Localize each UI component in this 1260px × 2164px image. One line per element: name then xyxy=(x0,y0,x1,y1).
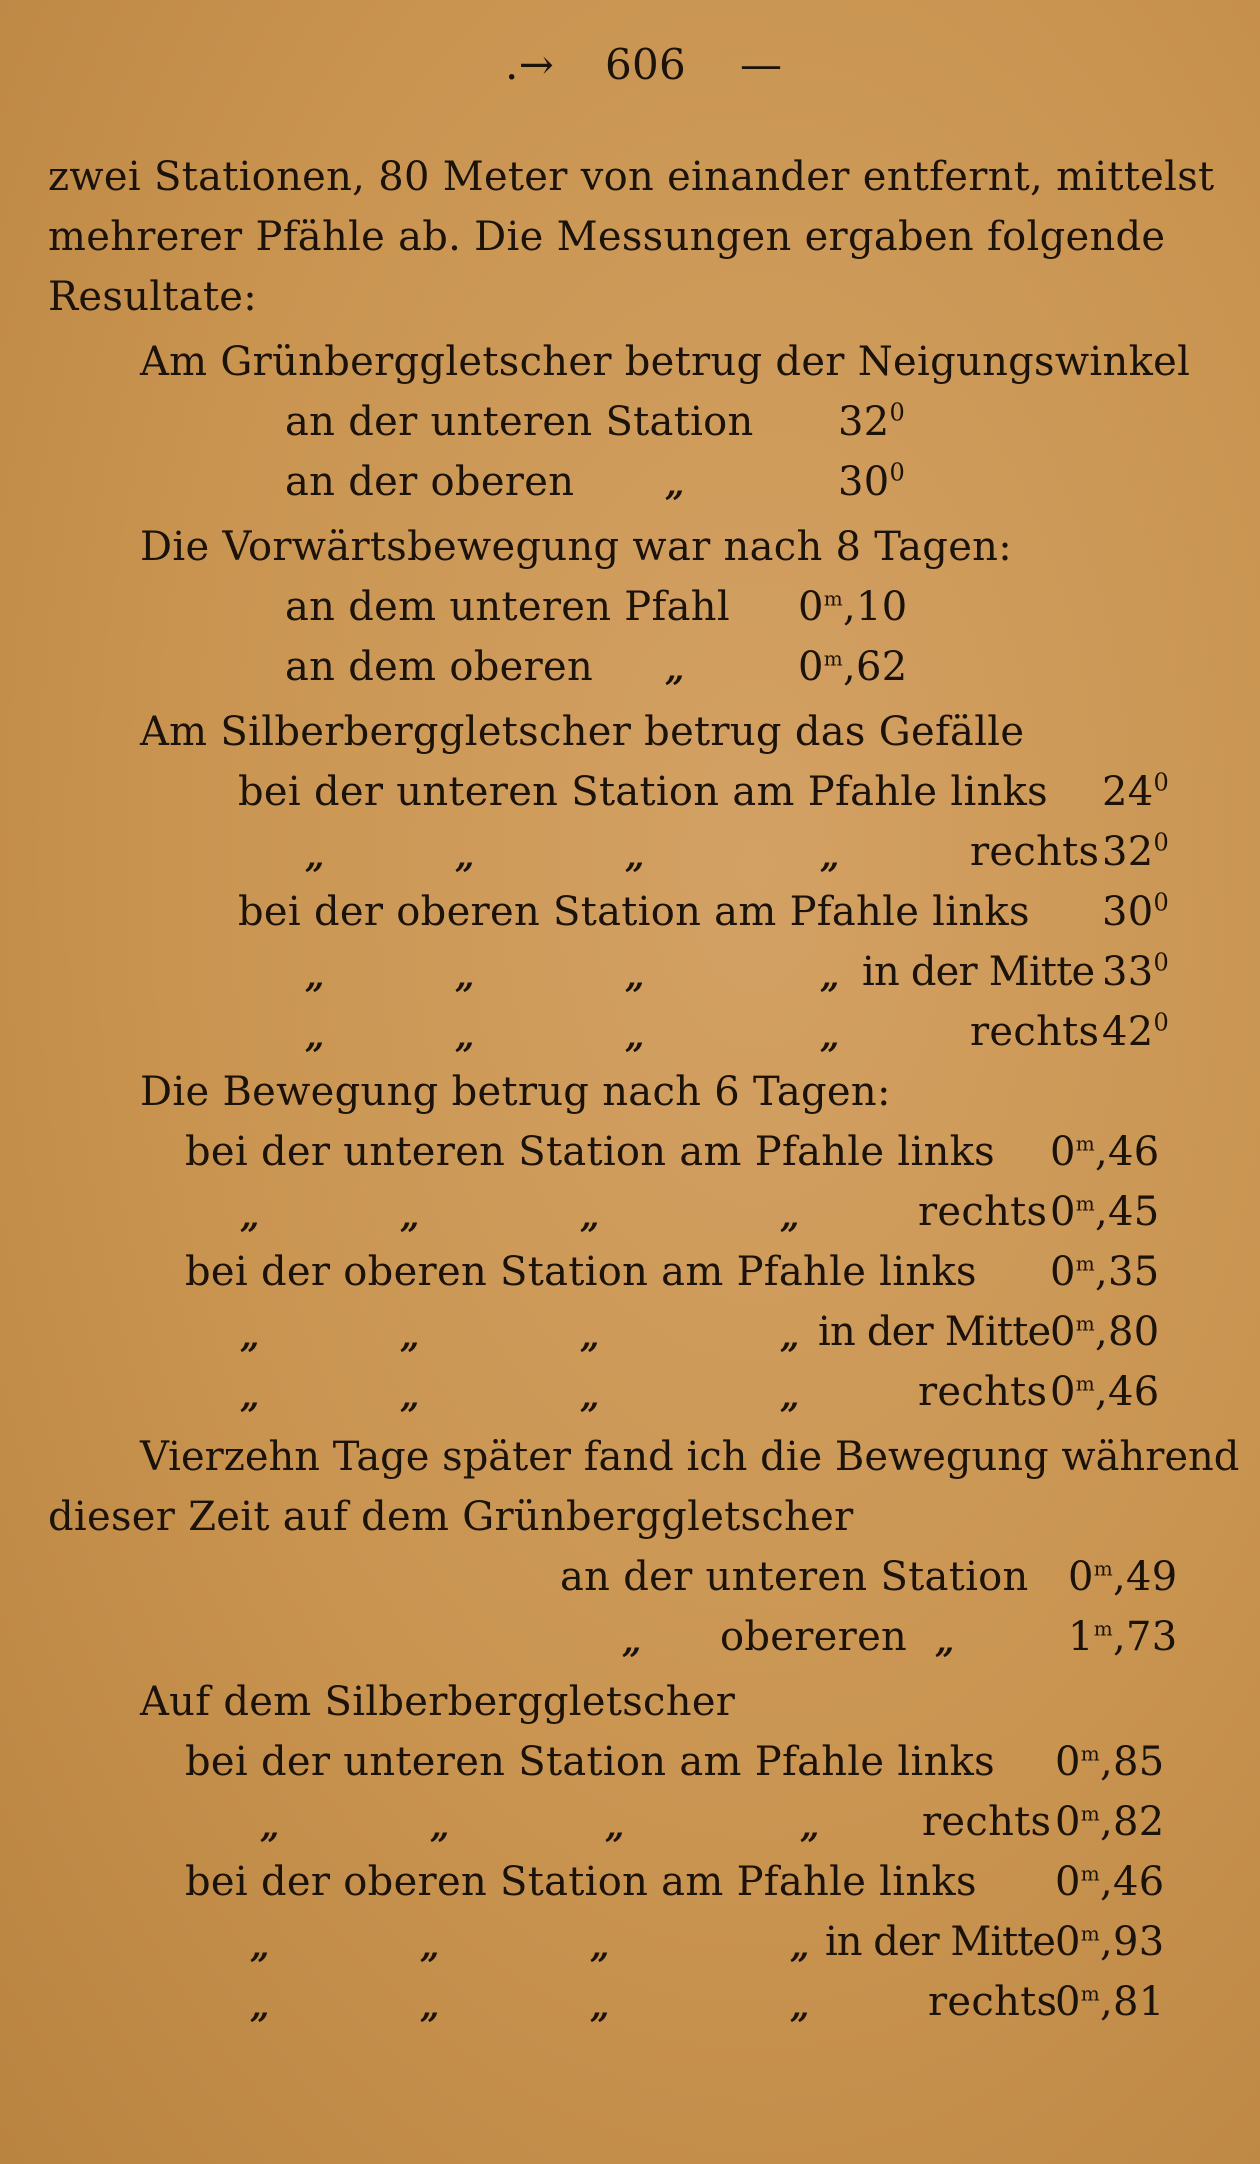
value: ,73 xyxy=(1113,1614,1178,1660)
section-heading: Am Grünberggletscher betrug der Neigungswinkel xyxy=(140,339,1191,385)
unit: m xyxy=(1075,1191,1096,1216)
ditto-mark: „ xyxy=(250,1927,270,1967)
unit: m xyxy=(823,646,844,671)
row-label: obereren xyxy=(720,1614,908,1660)
ditto-mark: „ xyxy=(400,1197,420,1237)
row-label: rechts xyxy=(928,1979,1058,2025)
value: ,10 xyxy=(843,584,908,630)
value: 32 xyxy=(1102,829,1154,875)
row-value xyxy=(1055,1977,1165,2027)
row-label: in der Mitte xyxy=(862,949,1095,995)
unit: 0 xyxy=(1153,828,1170,857)
unit: m xyxy=(1075,1311,1096,1336)
row-value xyxy=(838,397,905,447)
ditto-mark: „ xyxy=(305,957,325,997)
row-label: bei der unteren Station am Pfahle links xyxy=(185,1129,996,1175)
row-label: bei der unteren Station am Pfahle links xyxy=(238,769,1049,815)
ditto-mark: „ xyxy=(400,1317,420,1357)
ditto-mark: „ xyxy=(622,1622,642,1662)
unit: m xyxy=(1075,1131,1096,1156)
value: 0 xyxy=(1055,1739,1081,1785)
row-label: an der unteren Station xyxy=(285,399,754,445)
unit: 0 xyxy=(1153,948,1170,977)
paragraph-line-2: mehrerer Pfähle ab. Die Messungen ergaben folgende xyxy=(48,214,1166,260)
ditto-mark: „ xyxy=(625,837,645,877)
ditto-mark: „ xyxy=(665,650,685,690)
value: 0 xyxy=(798,644,824,690)
value: 0 xyxy=(1050,1369,1076,1415)
unit: m xyxy=(1093,1616,1114,1641)
value: ,46 xyxy=(1095,1369,1160,1415)
value: 0 xyxy=(1055,1979,1081,2025)
ditto-mark: „ xyxy=(240,1377,260,1417)
row-value xyxy=(1102,827,1169,877)
row-label: rechts xyxy=(922,1799,1052,1845)
ditto-mark: „ xyxy=(665,465,685,505)
ditto-mark: „ xyxy=(820,957,840,997)
unit: 0 xyxy=(1153,888,1170,917)
value: ,46 xyxy=(1100,1859,1165,1905)
row-label: rechts xyxy=(918,1369,1048,1415)
row-label: an der oberen xyxy=(285,459,575,505)
unit: m xyxy=(1093,1556,1114,1581)
row-value xyxy=(838,457,905,507)
row-value xyxy=(1102,1007,1169,1057)
unit: m xyxy=(823,586,844,611)
row-label: bei der oberen Station am Pfahle links xyxy=(238,889,1030,935)
ditto-mark: „ xyxy=(625,957,645,997)
value: ,49 xyxy=(1113,1554,1178,1600)
value: ,35 xyxy=(1095,1249,1160,1295)
ditto-mark: „ xyxy=(420,1927,440,1967)
section-heading: Auf dem Silberberggletscher xyxy=(140,1679,736,1725)
row-value xyxy=(1050,1247,1160,1297)
ditto-mark: „ xyxy=(790,1927,810,1967)
paragraph-line: dieser Zeit auf dem Grünberggletscher xyxy=(48,1494,854,1540)
value: 1 xyxy=(1068,1614,1094,1660)
row-value xyxy=(1055,1797,1165,1847)
row-label: rechts xyxy=(918,1189,1048,1235)
ditto-mark: „ xyxy=(430,1807,450,1847)
unit: m xyxy=(1080,1741,1101,1766)
row-value xyxy=(798,582,908,632)
value: 0 xyxy=(1068,1554,1094,1600)
row-label: an dem oberen xyxy=(285,644,594,690)
unit: 0 xyxy=(889,458,906,487)
ditto-mark: „ xyxy=(455,957,475,997)
ditto-mark: „ xyxy=(250,1987,270,2027)
value: 30 xyxy=(838,459,890,505)
paragraph-line-1: zwei Stationen, 80 Meter von einander entfernt, mittelst xyxy=(48,154,1215,200)
value: 0 xyxy=(1050,1309,1076,1355)
unit: m xyxy=(1075,1251,1096,1276)
page-number-left-mark: .→ xyxy=(505,40,555,89)
ditto-mark: „ xyxy=(780,1317,800,1357)
value: 0 xyxy=(1050,1249,1076,1295)
row-value xyxy=(1068,1612,1178,1662)
row-value xyxy=(1068,1552,1178,1602)
value: 0 xyxy=(1055,1859,1081,1905)
unit: 0 xyxy=(1153,1008,1170,1037)
unit: m xyxy=(1080,1921,1101,1946)
unit: m xyxy=(1080,1801,1101,1826)
section-heading: Am Silberberggletscher betrug das Gefälle xyxy=(140,709,1025,755)
value: ,45 xyxy=(1095,1189,1160,1235)
value: 30 xyxy=(1102,889,1154,935)
ditto-mark: „ xyxy=(455,1017,475,1057)
row-value xyxy=(1102,887,1169,937)
value: ,80 xyxy=(1095,1309,1160,1355)
unit: m xyxy=(1075,1371,1096,1396)
paragraph-line-3: Resultate: xyxy=(48,274,258,320)
row-value xyxy=(1050,1127,1160,1177)
ditto-mark: „ xyxy=(820,837,840,877)
row-value xyxy=(1050,1307,1160,1357)
value: 0 xyxy=(1050,1189,1076,1235)
row-label: in der Mitte xyxy=(818,1309,1051,1355)
value: 0 xyxy=(1055,1919,1081,1965)
ditto-mark: „ xyxy=(580,1197,600,1237)
row-value xyxy=(1050,1187,1160,1237)
ditto-mark: „ xyxy=(605,1807,625,1847)
row-value xyxy=(1055,1917,1165,1967)
value: 33 xyxy=(1102,949,1154,995)
value: ,82 xyxy=(1100,1799,1165,1845)
value: ,46 xyxy=(1095,1129,1160,1175)
page-number-right-mark: — xyxy=(740,40,783,89)
value: 24 xyxy=(1102,769,1154,815)
value: ,93 xyxy=(1100,1919,1165,1965)
ditto-mark: „ xyxy=(800,1807,820,1847)
section-heading: Die Vorwärtsbewegung war nach 8 Tagen: xyxy=(140,524,1013,570)
value: 0 xyxy=(1055,1799,1081,1845)
value: ,62 xyxy=(843,644,908,690)
ditto-mark: „ xyxy=(400,1377,420,1417)
ditto-mark: „ xyxy=(590,1927,610,1967)
ditto-mark: „ xyxy=(240,1317,260,1357)
row-value xyxy=(1055,1737,1165,1787)
row-label: rechts xyxy=(970,1009,1100,1055)
row-label: bei der oberen Station am Pfahle links xyxy=(185,1859,977,1905)
ditto-mark: „ xyxy=(580,1317,600,1357)
ditto-mark: „ xyxy=(780,1377,800,1417)
section-heading: Die Bewegung betrug nach 6 Tagen: xyxy=(140,1069,891,1115)
ditto-mark: „ xyxy=(790,1987,810,2027)
ditto-mark: „ xyxy=(820,1017,840,1057)
page-number: 606 xyxy=(605,40,687,89)
ditto-mark: „ xyxy=(305,837,325,877)
ditto-mark: „ xyxy=(935,1622,955,1662)
ditto-mark: „ xyxy=(625,1017,645,1057)
unit: 0 xyxy=(889,398,906,427)
row-label: in der Mitte xyxy=(825,1919,1055,1965)
value: 32 xyxy=(838,399,890,445)
value: ,85 xyxy=(1100,1739,1165,1785)
ditto-mark: „ xyxy=(580,1377,600,1417)
row-value xyxy=(1102,767,1169,817)
row-label: rechts xyxy=(970,829,1100,875)
paragraph-line: Vierzehn Tage später fand ich die Bewegung während xyxy=(140,1434,1240,1480)
ditto-mark: „ xyxy=(780,1197,800,1237)
unit: m xyxy=(1080,1981,1101,2006)
row-value xyxy=(1102,947,1169,997)
row-label: bei der oberen Station am Pfahle links xyxy=(185,1249,977,1295)
row-label: an dem unteren Pfahl xyxy=(285,584,730,630)
unit: m xyxy=(1080,1861,1101,1886)
value: ,81 xyxy=(1100,1979,1165,2025)
ditto-mark: „ xyxy=(260,1807,280,1847)
unit: 0 xyxy=(1153,768,1170,797)
value: 0 xyxy=(798,584,824,630)
row-value xyxy=(1055,1857,1165,1907)
row-label: an der unteren Station xyxy=(560,1554,1029,1600)
value: 0 xyxy=(1050,1129,1076,1175)
row-value xyxy=(1050,1367,1160,1417)
ditto-mark: „ xyxy=(455,837,475,877)
value: 42 xyxy=(1102,1009,1154,1055)
row-label: bei der unteren Station am Pfahle links xyxy=(185,1739,996,1785)
row-value xyxy=(798,642,908,692)
ditto-mark: „ xyxy=(420,1987,440,2027)
ditto-mark: „ xyxy=(590,1987,610,2027)
ditto-mark: „ xyxy=(240,1197,260,1237)
ditto-mark: „ xyxy=(305,1017,325,1057)
